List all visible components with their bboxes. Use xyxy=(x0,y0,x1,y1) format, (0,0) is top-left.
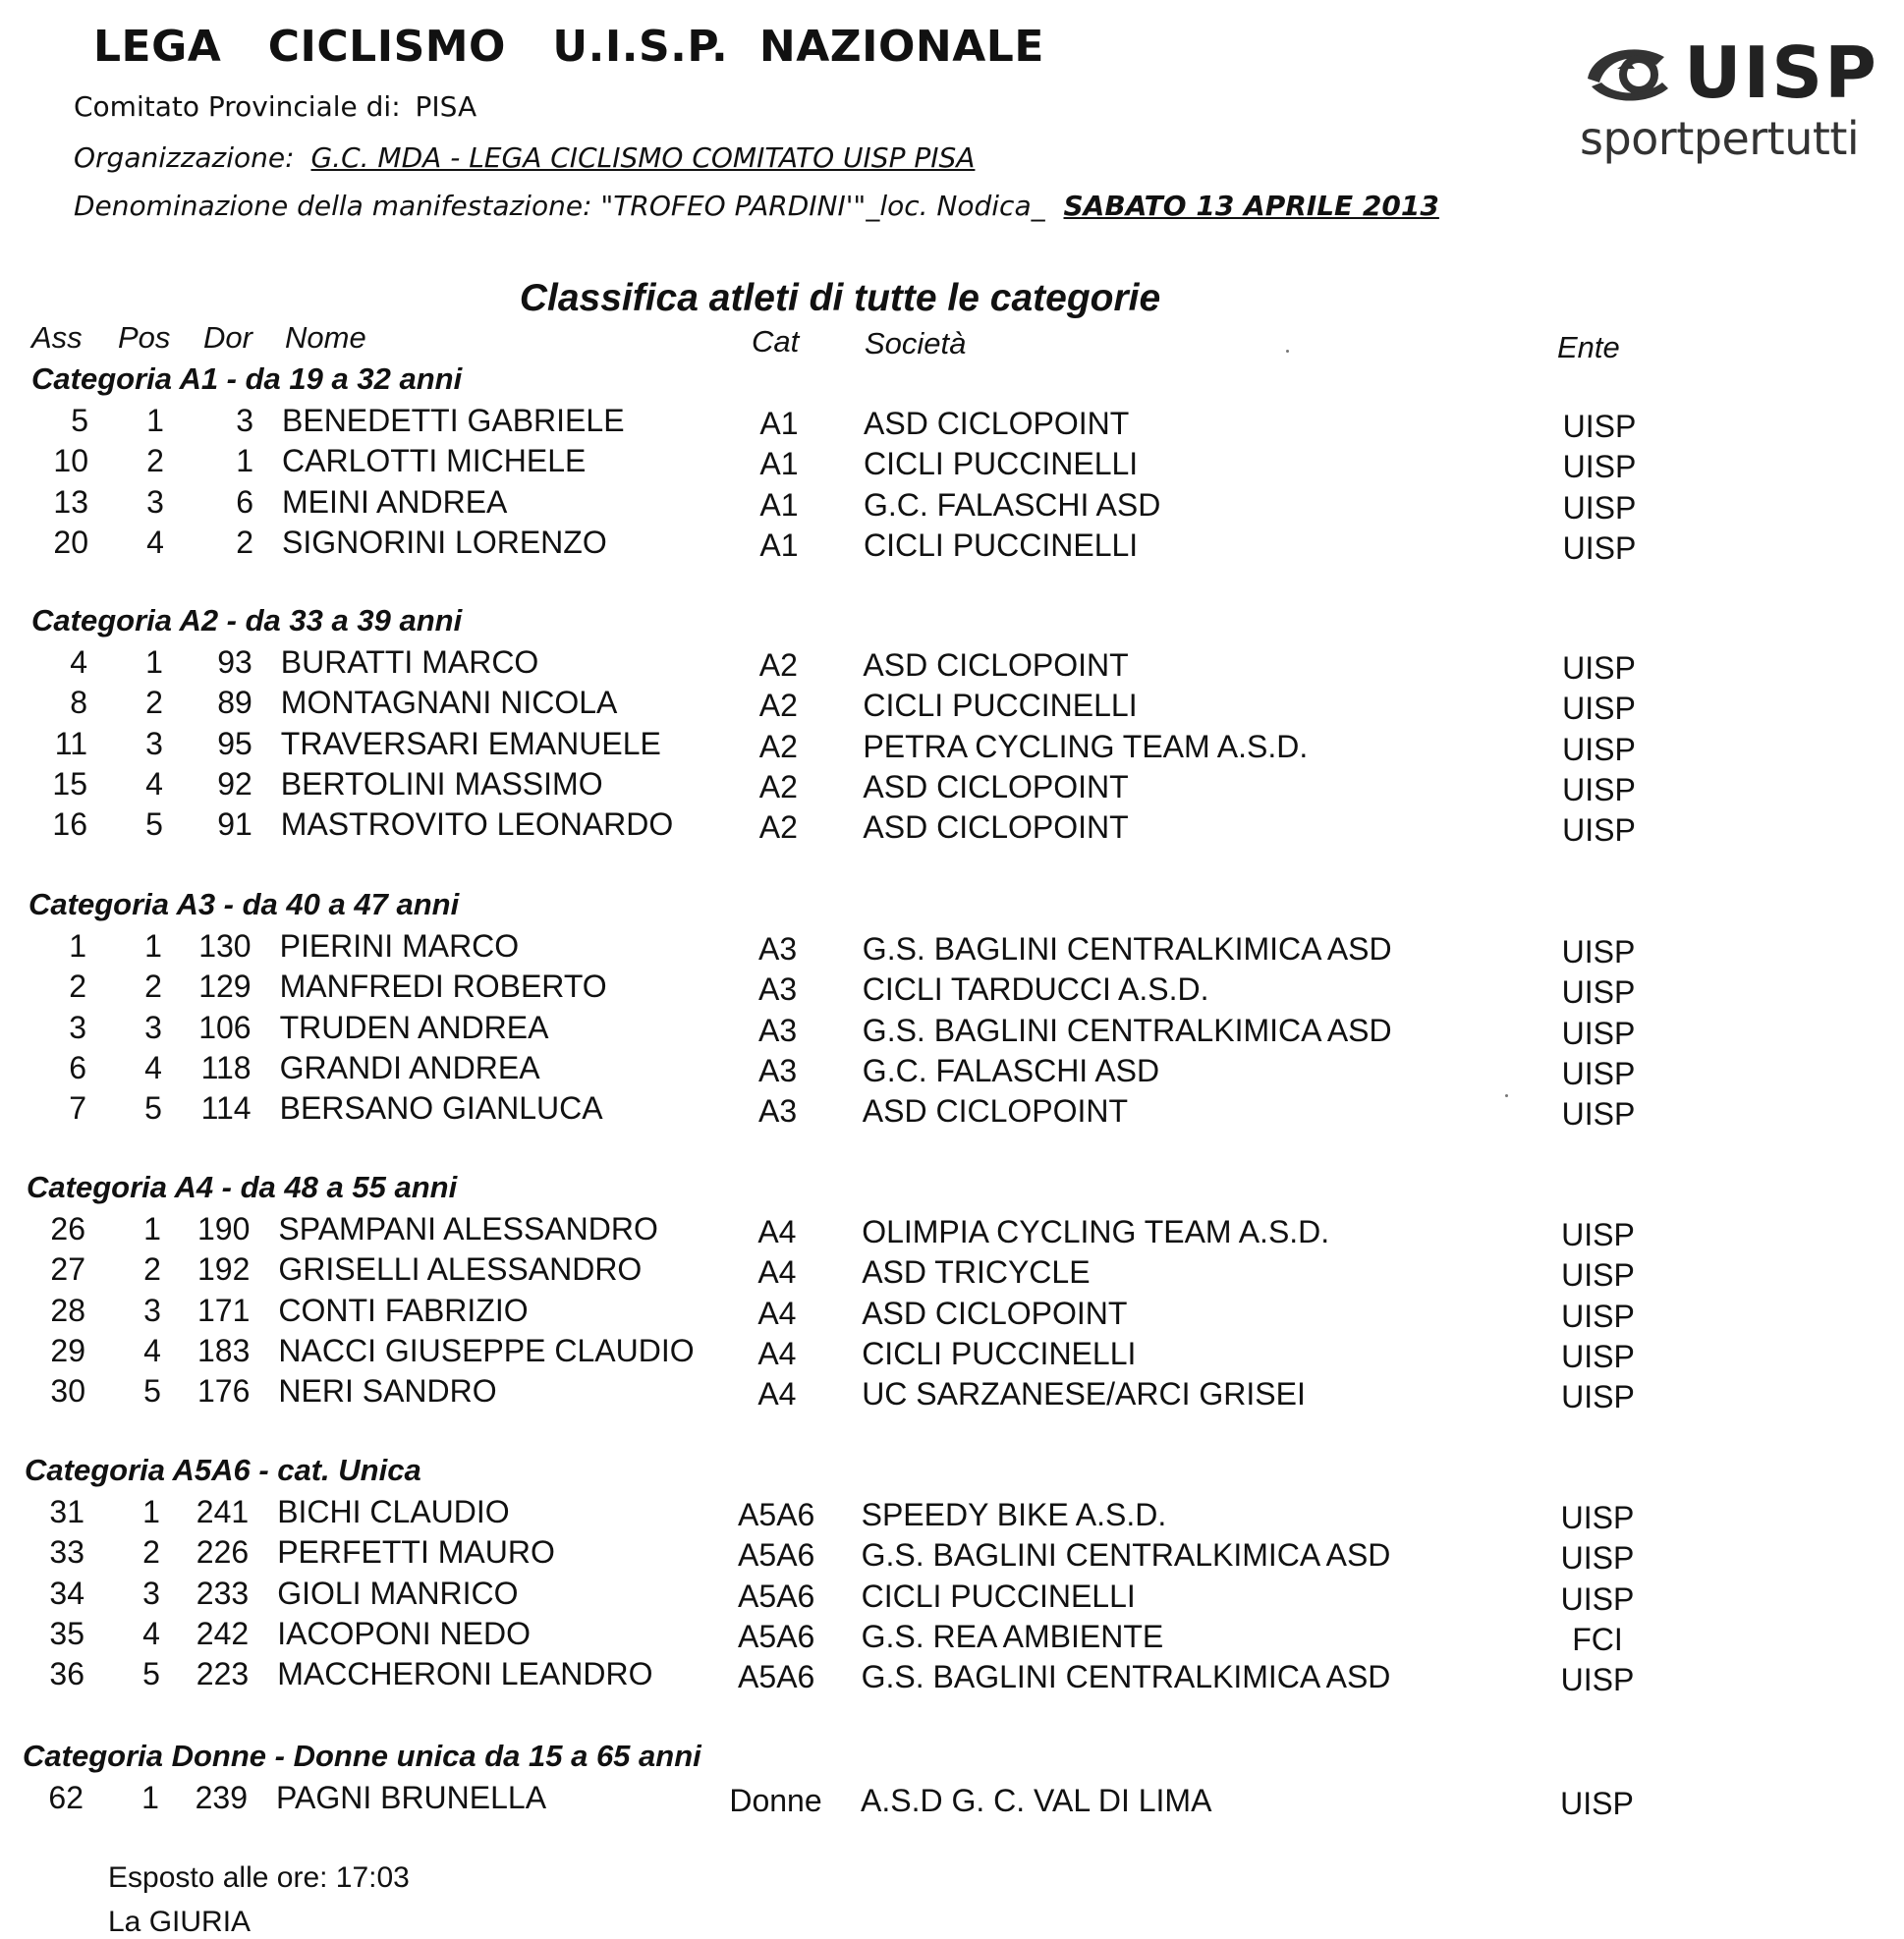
cell-ass: 4 xyxy=(70,644,87,680)
cell-pos: 4 xyxy=(144,1049,162,1085)
comitato-value: PISA xyxy=(415,90,477,123)
result-row xyxy=(0,1010,1904,1049)
cell-dor: 91 xyxy=(217,806,252,843)
cell-dor: 239 xyxy=(195,1780,248,1815)
cell-cat: A5A6 xyxy=(738,1578,815,1614)
cell-ass: 30 xyxy=(50,1373,85,1410)
cell-ass: 34 xyxy=(49,1575,84,1611)
cell-ente: UISP xyxy=(1561,1217,1635,1252)
cell-ass: 16 xyxy=(52,806,87,843)
cell-cat: A5A6 xyxy=(738,1618,815,1654)
cell-nome: BURATTI MARCO xyxy=(280,644,539,680)
cell-societa: ASD TRICYCLE xyxy=(862,1254,1091,1291)
cell-dor: 106 xyxy=(198,1009,252,1045)
cell-nome: GIOLI MANRICO xyxy=(277,1575,519,1611)
cell-pos: 2 xyxy=(142,1534,160,1571)
cell-dor: 190 xyxy=(197,1211,251,1246)
cell-nome: SIGNORINI LORENZO xyxy=(282,524,607,560)
cell-societa: G.S. BAGLINI CENTRALKIMICA ASD xyxy=(862,931,1392,967)
cell-cat: A4 xyxy=(757,1295,797,1331)
cell-dor: 226 xyxy=(196,1534,250,1571)
cell-societa: ASD CICLOPOINT xyxy=(862,1295,1128,1331)
cell-dor: 192 xyxy=(197,1251,251,1288)
cell-cat: A1 xyxy=(759,526,799,563)
cell-societa: ASD CICLOPOINT xyxy=(863,768,1129,804)
event-date: SABATO 13 APRILE 2013 xyxy=(1063,190,1439,222)
cell-nome: IACOPONI NEDO xyxy=(277,1615,531,1651)
cell-ente: FCI xyxy=(1572,1621,1623,1657)
cell-cat: A4 xyxy=(757,1254,797,1291)
cell-ente: UISP xyxy=(1562,650,1636,686)
cell-ente: UISP xyxy=(1561,934,1636,970)
col-pos: Pos xyxy=(118,320,171,355)
cell-dor: 92 xyxy=(217,765,252,802)
cell-pos: 2 xyxy=(146,443,164,479)
cell-ente: UISP xyxy=(1561,974,1636,1011)
denominazione-line xyxy=(74,190,1439,222)
cell-ass: 3 xyxy=(69,1009,86,1045)
cell-cat: A5A6 xyxy=(738,1659,815,1695)
cell-dor: 129 xyxy=(198,969,252,1005)
cell-societa: CICLI TARDUCCI A.S.D. xyxy=(862,971,1209,1008)
result-row xyxy=(0,525,1904,564)
cell-dor: 223 xyxy=(196,1656,250,1692)
cell-societa: G.S. REA AMBIENTE xyxy=(861,1618,1164,1654)
result-row xyxy=(0,484,1904,524)
scan-speck xyxy=(1286,350,1289,353)
cell-cat: A5A6 xyxy=(738,1537,815,1574)
cell-ass: 8 xyxy=(70,685,87,721)
cell-dor: 130 xyxy=(198,928,252,964)
cell-nome: MONTAGNANI NICOLA xyxy=(280,685,618,721)
cell-pos: 3 xyxy=(146,483,164,520)
cell-cat: A3 xyxy=(758,1052,798,1088)
cell-dor: 233 xyxy=(196,1575,250,1611)
cell-pos: 2 xyxy=(143,1251,161,1288)
col-ente: Ente xyxy=(1557,330,1620,364)
col-cat: Cat xyxy=(752,324,800,359)
cell-cat: A4 xyxy=(757,1335,797,1371)
cell-societa: G.S. BAGLINI CENTRALKIMICA ASD xyxy=(861,1537,1391,1574)
cell-pos: 5 xyxy=(142,1656,160,1692)
cell-pos: 1 xyxy=(143,1211,161,1246)
category-heading: Categoria A5A6 - cat. Unica xyxy=(25,1453,421,1487)
document-title: LEGA CICLISMO U.I.S.P. NAZIONALE xyxy=(93,22,1044,72)
cell-nome: GRISELLI ALESSANDRO xyxy=(278,1251,643,1288)
cell-ass: 35 xyxy=(49,1615,84,1651)
cell-pos: 1 xyxy=(142,1494,160,1529)
cell-societa: CICLI PUCCINELLI xyxy=(864,526,1139,563)
cell-pos: 4 xyxy=(142,1615,160,1651)
comitato-label: Comitato Provinciale di: xyxy=(74,90,401,123)
cell-societa: G.C. FALASCHI ASD xyxy=(864,486,1161,523)
cell-cat: A2 xyxy=(758,647,798,683)
cell-societa: CICLI PUCCINELLI xyxy=(863,688,1138,724)
cell-cat: A1 xyxy=(759,446,799,482)
cell-ente: UISP xyxy=(1562,529,1637,566)
cell-dor: 176 xyxy=(197,1373,251,1410)
cell-nome: SPAMPANI ALESSANDRO xyxy=(278,1211,658,1246)
cell-ass: 31 xyxy=(49,1494,84,1529)
result-row xyxy=(0,1293,1904,1332)
cell-ass: 28 xyxy=(50,1292,85,1328)
cell-nome: NERI SANDRO xyxy=(278,1373,497,1410)
cell-ente: UISP xyxy=(1562,731,1636,767)
cell-ass: 20 xyxy=(53,524,88,560)
cell-dor: 93 xyxy=(217,644,252,680)
cell-pos: 1 xyxy=(141,1780,159,1815)
cell-ente: UISP xyxy=(1560,1786,1634,1821)
cell-cat: Donne xyxy=(729,1783,822,1818)
cell-nome: NACCI GIUSEPPE CLAUDIO xyxy=(278,1332,695,1368)
cell-nome: CONTI FABRIZIO xyxy=(278,1292,529,1328)
cell-societa: ASD CICLOPOINT xyxy=(862,1093,1129,1130)
cell-ass: 1 xyxy=(69,928,86,964)
category-heading: Categoria Donne - Donne unica da 15 a 65 anni xyxy=(23,1739,701,1773)
organizzazione-line xyxy=(74,141,975,174)
cell-dor: 3 xyxy=(236,403,253,438)
logo-subtitle: sportpertutti xyxy=(1580,112,1860,165)
cell-societa: PETRA CYCLING TEAM A.S.D. xyxy=(863,728,1309,764)
cell-cat: A1 xyxy=(759,406,799,441)
cell-dor: 6 xyxy=(236,483,253,520)
cell-societa: CICLI PUCCINELLI xyxy=(864,446,1139,482)
cell-ente: UISP xyxy=(1561,1096,1636,1133)
ranking-title: Classifica atleti di tutte le categorie xyxy=(519,277,1161,319)
cell-pos: 4 xyxy=(143,1332,161,1368)
cell-cat: A2 xyxy=(758,688,798,724)
cell-ass: 7 xyxy=(69,1090,86,1127)
cell-dor: 1 xyxy=(236,443,253,479)
comitato-line xyxy=(74,90,476,123)
cell-pos: 1 xyxy=(145,644,163,680)
cell-ass: 5 xyxy=(71,403,88,438)
cell-cat: A2 xyxy=(758,768,798,804)
cell-pos: 3 xyxy=(142,1575,160,1611)
cell-nome: BENEDETTI GABRIELE xyxy=(282,403,625,438)
cell-ente: UISP xyxy=(1561,1379,1635,1415)
cell-ente: UISP xyxy=(1562,771,1636,807)
cell-nome: PIERINI MARCO xyxy=(279,928,520,964)
cell-ass: 27 xyxy=(50,1251,85,1288)
giuria-text: La GIURIA xyxy=(108,1906,252,1938)
cell-ente: UISP xyxy=(1561,1015,1636,1051)
cell-nome: BERTOLINI MASSIMO xyxy=(280,765,603,802)
cell-societa: CICLI PUCCINELLI xyxy=(861,1578,1136,1614)
cell-societa: G.S. BAGLINI CENTRALKIMICA ASD xyxy=(861,1659,1391,1695)
denominazione-label: Denominazione della manifestazione: "TROFEO PARDINI'"_loc. Nodica_ xyxy=(74,190,1045,222)
cell-pos: 1 xyxy=(146,403,164,438)
cell-ente: UISP xyxy=(1561,1338,1635,1374)
cell-ente: UISP xyxy=(1560,1540,1635,1577)
result-row xyxy=(0,1656,1904,1698)
category-heading: Categoria A2 - da 33 a 39 anni xyxy=(31,603,463,637)
cell-ass: 26 xyxy=(50,1211,85,1246)
cell-pos: 3 xyxy=(145,725,163,761)
cell-pos: 1 xyxy=(144,928,162,964)
cell-pos: 3 xyxy=(144,1009,162,1045)
cell-pos: 4 xyxy=(146,524,164,560)
cell-cat: A2 xyxy=(758,809,798,846)
cell-ente: UISP xyxy=(1562,489,1637,526)
cell-ente: UISP xyxy=(1561,1257,1635,1294)
cell-nome: TRAVERSARI EMANUELE xyxy=(280,725,661,761)
result-row xyxy=(0,1333,1904,1372)
result-row xyxy=(0,969,1904,1011)
cell-ente: UISP xyxy=(1562,409,1637,444)
result-row xyxy=(0,1090,1904,1133)
cell-cat: A3 xyxy=(758,1012,798,1048)
result-row xyxy=(0,806,1904,849)
cell-nome: CARLOTTI MICHELE xyxy=(282,443,587,479)
category-heading: Categoria A4 - da 48 a 55 anni xyxy=(27,1170,458,1204)
result-row xyxy=(0,1780,1904,1819)
cell-dor: 95 xyxy=(217,725,252,761)
cell-nome: PERFETTI MAURO xyxy=(277,1534,555,1571)
cell-cat: A4 xyxy=(757,1214,797,1249)
category-heading: Categoria A3 - da 40 a 47 anni xyxy=(28,887,460,921)
result-row xyxy=(0,928,1904,968)
cell-societa: OLIMPIA CYCLING TEAM A.S.D. xyxy=(862,1214,1330,1249)
result-row xyxy=(0,644,1904,684)
cell-pos: 2 xyxy=(144,969,162,1005)
cell-cat: A3 xyxy=(758,1093,798,1130)
cell-nome: GRANDI ANDREA xyxy=(279,1049,540,1085)
cell-nome: MANFREDI ROBERTO xyxy=(279,969,607,1005)
uisp-runner-logo-icon xyxy=(1578,39,1676,108)
result-row xyxy=(0,1534,1904,1577)
cell-societa: ASD CICLOPOINT xyxy=(863,809,1129,846)
cell-pos: 3 xyxy=(143,1292,161,1328)
cell-ente: UISP xyxy=(1561,1298,1635,1334)
organizzazione-value: G.C. MDA - LEGA CICLISMO COMITATO UISP PISA xyxy=(310,141,976,174)
cell-pos: 2 xyxy=(145,685,163,721)
cell-cat: A3 xyxy=(758,931,798,967)
cell-societa: ASD CICLOPOINT xyxy=(863,647,1129,683)
col-societa: Società xyxy=(865,326,967,360)
cell-cat: A5A6 xyxy=(738,1497,815,1532)
esposto-text: Esposto alle ore: 17:03 xyxy=(108,1861,410,1894)
logo-text: UISP xyxy=(1684,31,1878,114)
cell-societa: G.C. FALASCHI ASD xyxy=(862,1052,1160,1088)
cell-ass: 6 xyxy=(69,1049,86,1085)
cell-dor: 89 xyxy=(217,685,252,721)
cell-dor: 114 xyxy=(200,1090,252,1127)
cell-pos: 5 xyxy=(143,1373,161,1410)
cell-societa: G.S. BAGLINI CENTRALKIMICA ASD xyxy=(862,1012,1392,1048)
cell-cat: A2 xyxy=(758,728,798,764)
result-row xyxy=(0,1050,1904,1089)
col-dor: Dor xyxy=(203,320,252,355)
cell-pos: 4 xyxy=(145,765,163,802)
cell-dor: 183 xyxy=(197,1332,251,1368)
cell-societa: UC SARZANESE/ARCI GRISEI xyxy=(862,1376,1306,1413)
cell-ass: 10 xyxy=(53,443,88,479)
cell-ass: 62 xyxy=(48,1780,84,1815)
cell-ass: 29 xyxy=(50,1332,85,1368)
cell-dor: 2 xyxy=(236,524,253,560)
cell-societa: CICLI PUCCINELLI xyxy=(862,1335,1137,1371)
cell-dor: 242 xyxy=(196,1615,250,1651)
cell-dor: 171 xyxy=(197,1292,251,1328)
cell-societa: SPEEDY BIKE A.S.D. xyxy=(861,1497,1167,1532)
cell-cat: A3 xyxy=(758,971,798,1008)
result-row xyxy=(0,685,1904,727)
result-row xyxy=(0,1494,1904,1533)
result-row xyxy=(0,1211,1904,1250)
cell-ass: 36 xyxy=(49,1656,84,1692)
cell-ass: 2 xyxy=(69,969,86,1005)
result-row xyxy=(0,1616,1904,1655)
category-heading: Categoria A1 - da 19 a 32 anni xyxy=(31,361,463,396)
cell-nome: BICHI CLAUDIO xyxy=(277,1494,510,1529)
cell-nome: MEINI ANDREA xyxy=(282,483,508,520)
result-row xyxy=(0,726,1904,765)
cell-dor: 118 xyxy=(200,1049,252,1085)
cell-ente: UISP xyxy=(1562,812,1636,849)
result-row xyxy=(0,403,1904,442)
cell-ass: 15 xyxy=(52,765,87,802)
cell-nome: TRUDEN ANDREA xyxy=(279,1009,549,1045)
cell-ente: UISP xyxy=(1562,449,1637,485)
cell-ente: UISP xyxy=(1561,1055,1636,1091)
cell-societa: ASD CICLOPOINT xyxy=(864,406,1130,441)
cell-dor: 241 xyxy=(196,1494,250,1529)
cell-pos: 5 xyxy=(145,806,163,843)
cell-ente: UISP xyxy=(1562,691,1636,727)
uisp-logo xyxy=(1578,31,1902,169)
result-row xyxy=(0,1576,1904,1615)
cell-nome: BERSANO GIANLUCA xyxy=(279,1090,603,1127)
cell-cat: A1 xyxy=(759,486,799,523)
result-row xyxy=(0,1373,1904,1413)
cell-ass: 13 xyxy=(53,483,88,520)
col-ass: Ass xyxy=(31,320,83,355)
cell-nome: MASTROVITO LEONARDO xyxy=(280,806,674,843)
col-nome: Nome xyxy=(285,320,366,355)
cell-ente: UISP xyxy=(1560,1500,1635,1535)
cell-ente: UISP xyxy=(1560,1662,1635,1698)
cell-nome: MACCHERONI LEANDRO xyxy=(277,1656,653,1692)
cell-societa: A.S.D G. C. VAL DI LIMA xyxy=(861,1783,1212,1818)
cell-pos: 5 xyxy=(144,1090,162,1127)
cell-ass: 33 xyxy=(49,1534,84,1571)
cell-nome: PAGNI BRUNELLA xyxy=(276,1780,547,1815)
result-row xyxy=(0,1251,1904,1294)
result-row xyxy=(0,443,1904,485)
cell-ass: 11 xyxy=(54,725,87,761)
organizzazione-label: Organizzazione: xyxy=(74,141,295,174)
cell-ente: UISP xyxy=(1560,1580,1635,1617)
result-row xyxy=(0,766,1904,805)
cell-cat: A4 xyxy=(757,1376,797,1413)
